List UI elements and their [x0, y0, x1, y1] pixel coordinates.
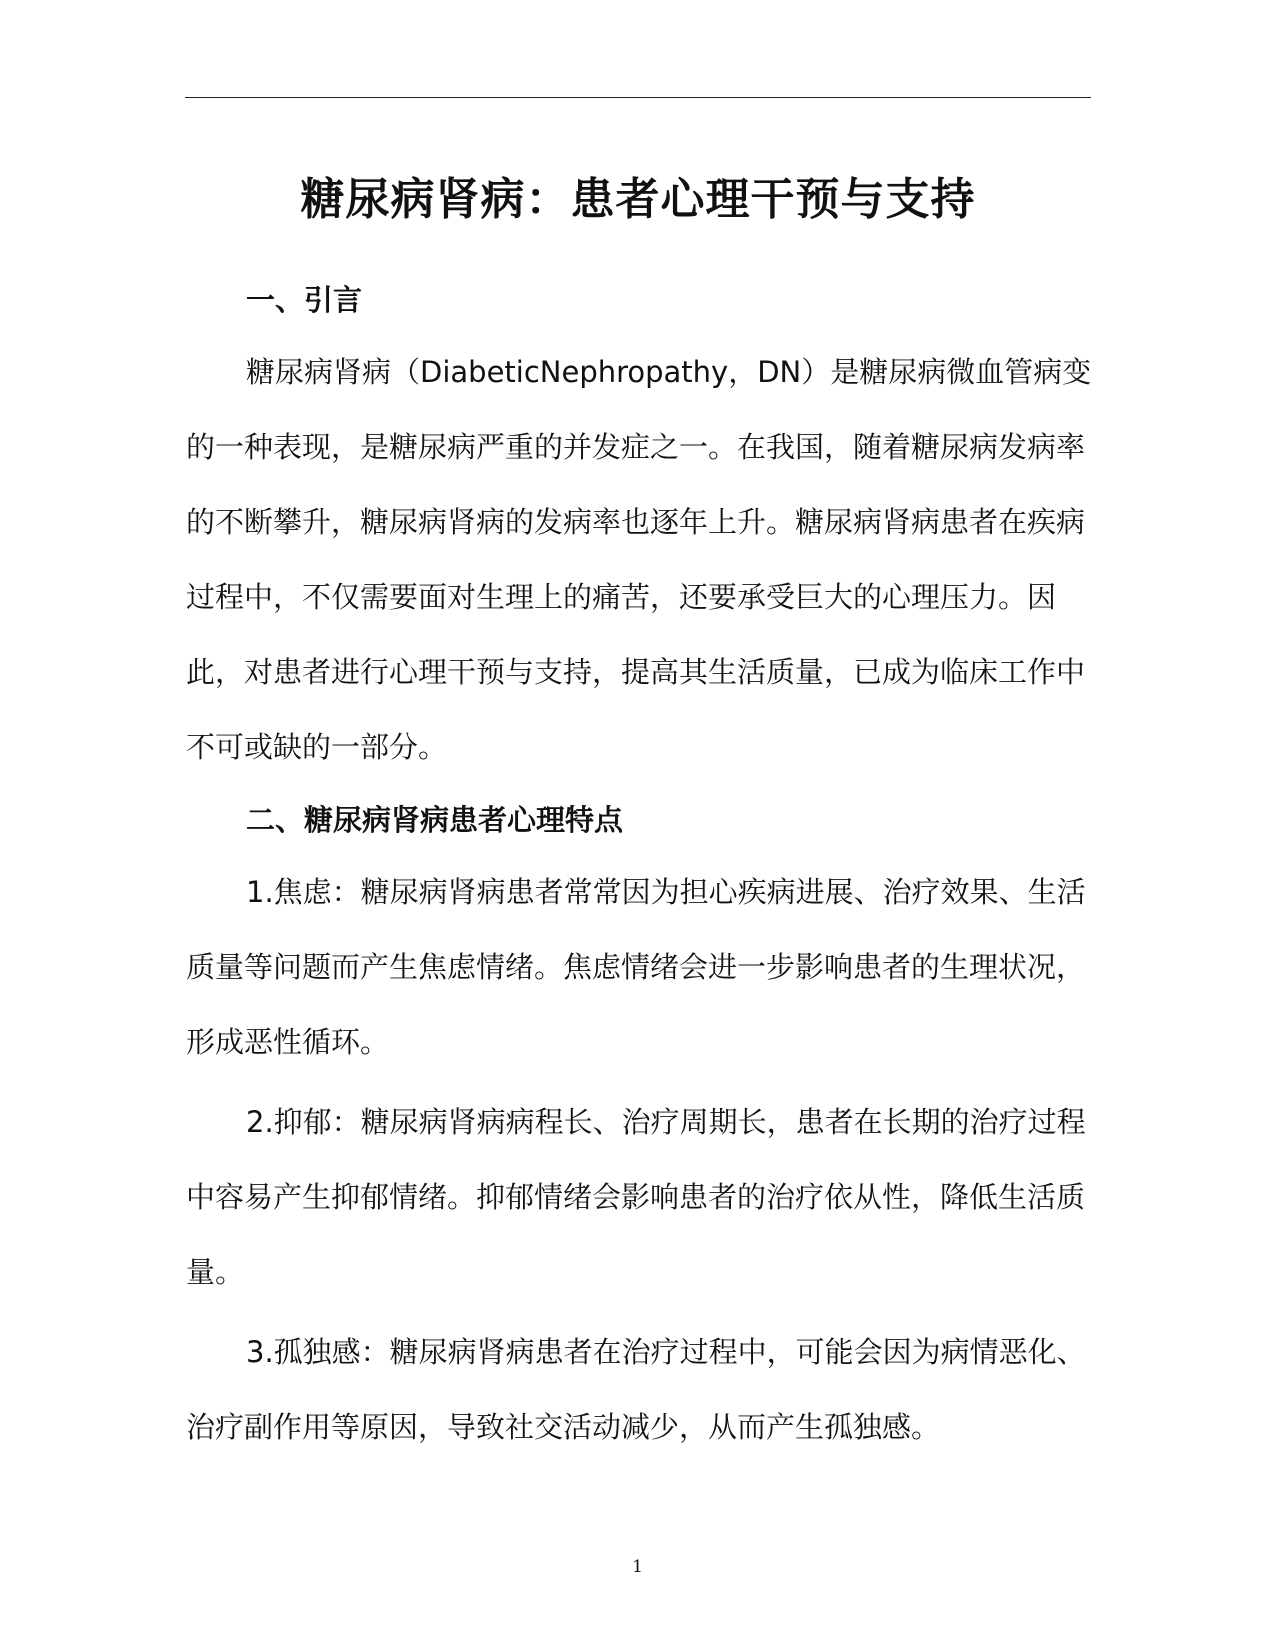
- section-heading-psychological-traits: 二、糖尿病肾病患者心理特点: [246, 803, 624, 837]
- paragraph-loneliness: 3.孤独感：糖尿病肾病患者在治疗过程中，可能会因为病情恶化、治疗副作用等原因，导致社交活动减少，从而产生孤独感。: [186, 1335, 1086, 1444]
- header-rule: [185, 97, 1091, 98]
- paragraph-anxiety: 1.焦虑：糖尿病肾病患者常常因为担心疾病进展、治疗效果、生活质量等问题而产生焦虑情绪。焦虑情绪会进一步影响患者的生理状况，形成恶性循环。: [186, 875, 1086, 1059]
- document-title: 糖尿病肾病：患者心理干预与支持: [300, 174, 976, 225]
- paragraph-introduction: 糖尿病肾病（DiabeticNephropathy，DN）是糖尿病微血管病变的一种表现，是糖尿病严重的并发症之一。在我国，随着糖尿病发病率的不断攀升，糖尿病肾病的发病率也逐年上升。糖尿病肾病患者在疾病过程中，不仅需要面对生理上的痛苦，还要承受巨大的心理压力。因此，对患者进行心理干预与支持，提高其生活质量，已成为临床工作中不可或缺的一部分。: [186, 355, 1092, 764]
- paragraph-depression: 2.抑郁：糖尿病肾病病程长、治疗周期长，患者在长期的治疗过程中容易产生抑郁情绪。抑郁情绪会影响患者的治疗依从性，降低生活质量。: [186, 1105, 1086, 1289]
- section-heading-introduction: 一、引言: [246, 283, 363, 317]
- page-number: 1: [632, 1557, 643, 1577]
